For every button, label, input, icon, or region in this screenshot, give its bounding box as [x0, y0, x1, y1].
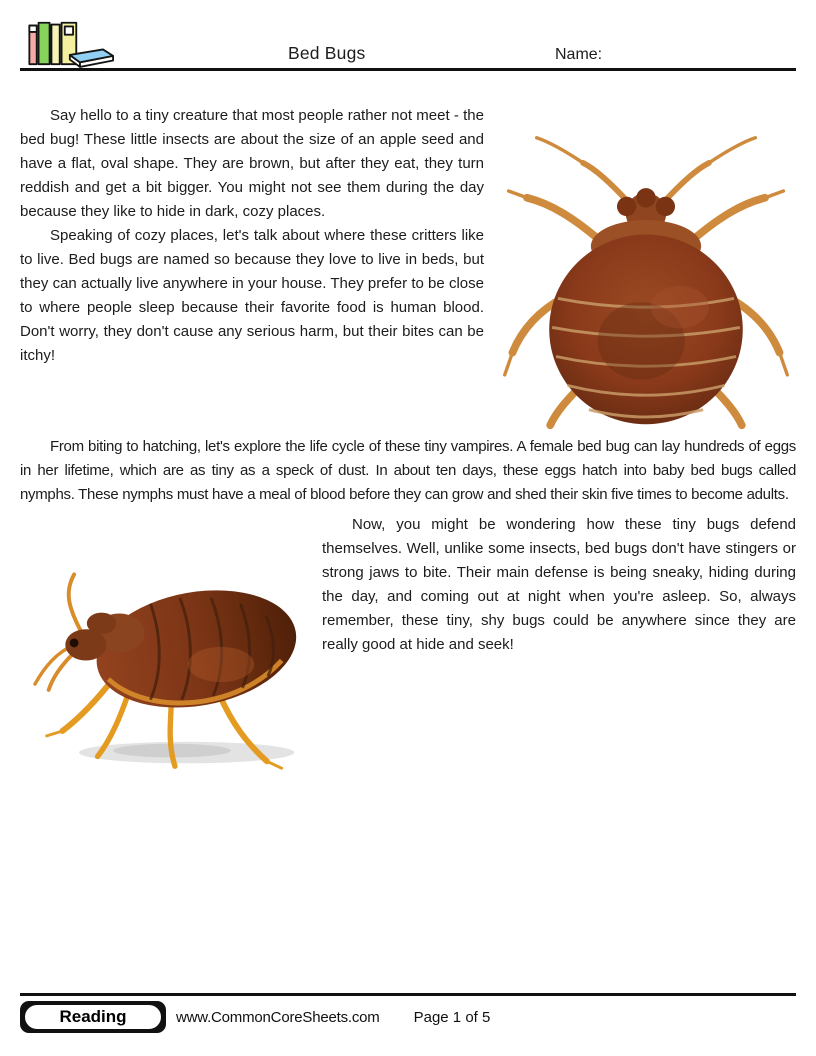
category-badge-label: Reading — [24, 1004, 162, 1030]
category-badge — [20, 1001, 166, 1033]
bed-bug-side-view-image — [22, 547, 322, 777]
footer — [20, 993, 796, 1033]
defense-section — [20, 513, 796, 777]
page-title: Bed Bugs — [288, 43, 366, 63]
name-label: Name: — [555, 46, 603, 63]
page-number: Page 1 of 5 — [413, 1008, 491, 1026]
header — [20, 14, 796, 71]
reading-paragraph-1: Say hello to a tiny creature that most people rather not meet - the bed bug! These little insects are about the size of an apple seed and have a flat, oval shape. They are brown, but after they eat, they turn reddish and get a bit bigger. You might not see them during the day because they like to hide in dark, cozy places. — [20, 107, 484, 220]
intro-text-column — [20, 104, 484, 435]
reading-paragraph-2: Speaking of cozy places, let's talk about where these critters like to live. Bed bugs are named so because they love to live in beds, but they can actually live anywhere in your house. They prefer to be close to where people sleep because their favorite food is human blood. Don't worry, they don't cause any serious harm, but their bites can be itchy! — [20, 227, 484, 364]
reading-paragraph-4: Now, you might be wondering how these tiny bugs defend themselves. Well, unlike some insects, bed bugs don't have stingers or strong jaws to bite. Their main defense is being sneaky, hiding during the day, and coming out at night when you're asleep. So, always remember, these tiny, shy bugs could be anywhere since they are really good at hide and seek! — [322, 516, 796, 653]
intro-section — [20, 104, 796, 435]
books-logo-icon — [22, 16, 114, 70]
bed-bug-top-view-image — [496, 97, 796, 435]
reading-paragraph-3: From biting to hatching, let's explore the life cycle of these tiny vampires. A female bed bug can lay hundreds of eggs in her lifetime, which are as tiny as a speck of dust. In about ten days, these eggs hatch into baby bed bugs called nymphs. These nymphs must have a meal of blood before they can grow and shed their skin five times to become adults. — [20, 438, 796, 503]
website-text: www.CommonCoreSheets.com — [176, 1008, 380, 1026]
